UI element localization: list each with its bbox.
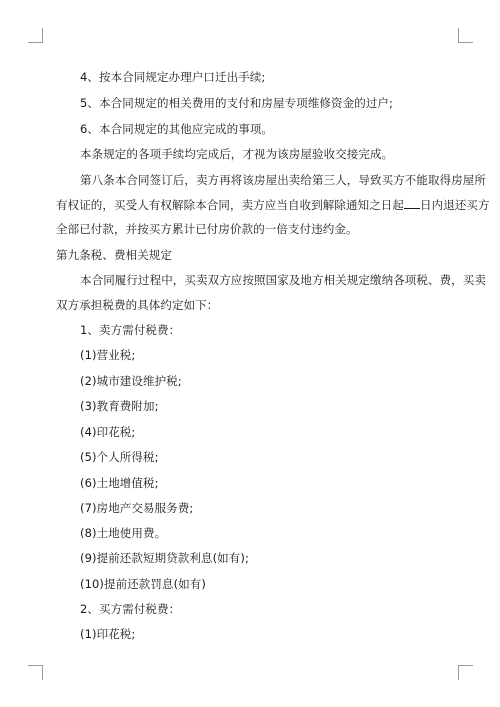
seller-tax-item: (6)土地增值税; — [80, 476, 159, 490]
seller-tax-item: (8)土地使用费。 — [80, 526, 167, 540]
fill-in-blank-days[interactable] — [404, 198, 420, 209]
buyer-tax-item: (1)印花税; — [80, 627, 136, 641]
clause-item-6: 6、本合同规定的其他应完成的事项。 — [80, 122, 274, 136]
clause-item-5: 5、本合同规定的相关费用的支付和房屋专项维修资金的过户; — [80, 96, 393, 110]
crop-mark-bottom-left — [28, 665, 43, 680]
article-9-line-1: 本合同履行过程中，买卖双方应按照国家及地方相关规定缴纳各项税、费，买卖 — [80, 273, 486, 287]
buyer-taxes-heading: 2、买方需付税费： — [80, 602, 181, 616]
crop-mark-bottom-right — [458, 665, 473, 680]
article-8-line-2-text: 有权证的，买受人有权解除本合同，卖方应当自收到解除通知之日起 — [56, 198, 404, 212]
article-9-heading: 第九条税、费相关规定 — [56, 248, 172, 262]
article-8-line-2 — [56, 198, 490, 212]
seller-tax-item: (1)营业税; — [80, 348, 136, 362]
seller-tax-item: (7)房地产交易服务费; — [80, 501, 194, 515]
seller-tax-item: (3)教育费附加; — [80, 399, 159, 413]
seller-tax-item: (10)提前还款罚息(如有) — [80, 577, 206, 591]
article-8-line-2-tail: 日内退还买方 — [420, 198, 490, 212]
seller-tax-item: (4)印花税; — [80, 425, 136, 439]
seller-tax-item: (2)城市建设维护税; — [80, 374, 182, 388]
paragraph-handover-complete: 本条规定的各项手续均完成后，才视为该房屋验收交接完成。 — [80, 147, 394, 161]
seller-tax-item: (9)提前还款短期贷款利息(如有); — [80, 551, 249, 565]
seller-taxes-heading: 1、卖方需付税费： — [80, 323, 181, 337]
article-8-line-1: 第八条本合同签订后，卖方再将该房屋出卖给第三人，导致买方不能取得房屋所 — [80, 173, 486, 187]
crop-mark-top-left — [28, 28, 43, 43]
crop-mark-top-right — [458, 28, 473, 43]
seller-tax-item: (5)个人所得税; — [80, 450, 159, 464]
article-9-line-2: 双方承担税费的具体约定如下： — [56, 298, 219, 312]
clause-item-4: 4、按本合同规定办理户口迁出手续; — [80, 70, 266, 84]
article-8-line-3: 全部已付款，并按买方累计已付房价款的一倍支付违约金。 — [56, 222, 358, 236]
